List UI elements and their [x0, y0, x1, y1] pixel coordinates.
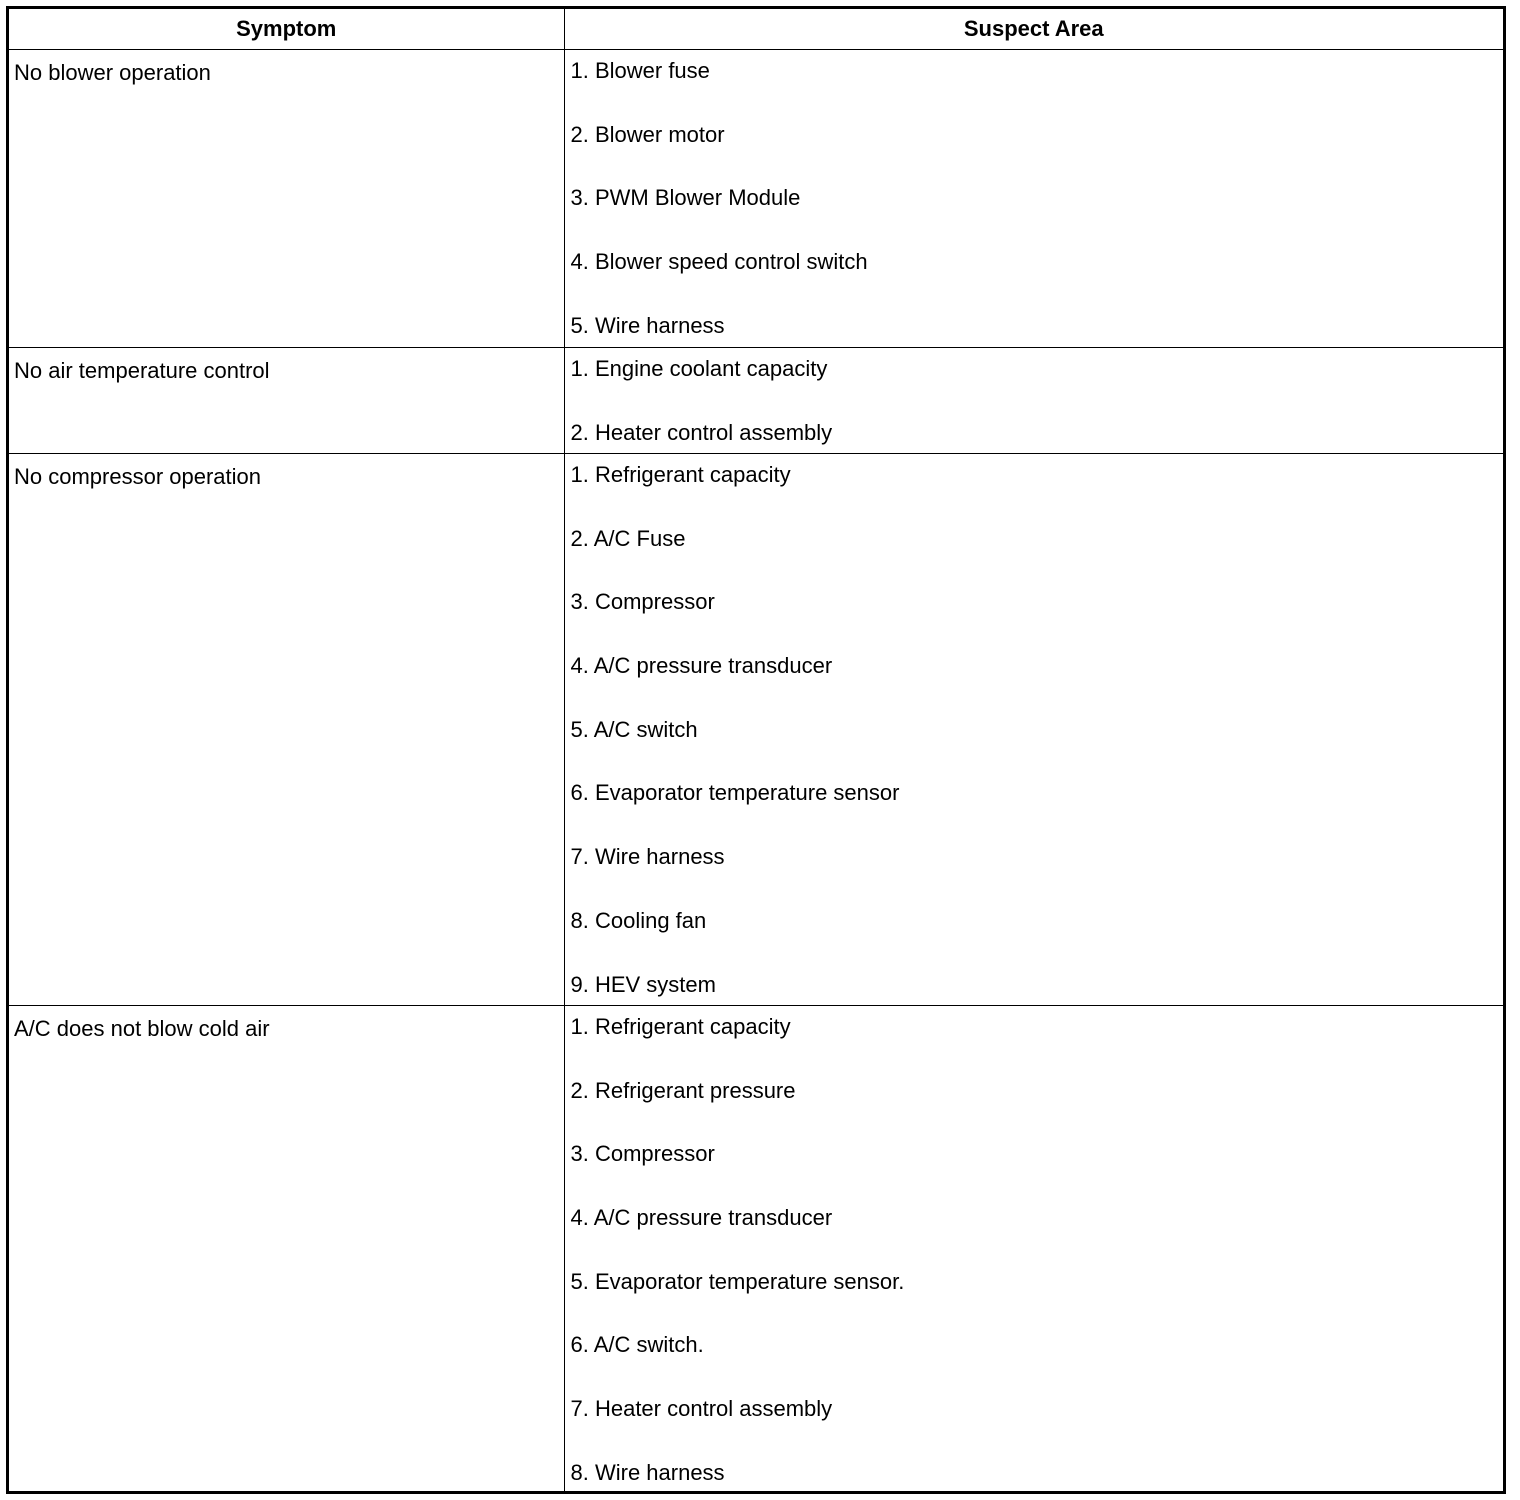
suspect-item: 5. Wire harness	[570, 312, 725, 338]
suspect-item: 4. Blower speed control switch	[570, 249, 868, 275]
suspect-item: 7. Wire harness	[570, 844, 725, 870]
header-suspect-area: Suspect Area	[564, 9, 1503, 50]
suspect-item: 8. Wire harness	[570, 1459, 725, 1485]
table-row	[9, 348, 1503, 454]
suspect-item: 8. Cooling fan	[570, 907, 707, 933]
symptom-cell: No air temperature control	[9, 348, 564, 454]
suspect-item: 2. Refrigerant pressure	[570, 1077, 796, 1103]
suspect-item: 3. PWM Blower Module	[570, 185, 801, 211]
suspect-item: 2. Blower motor	[570, 121, 725, 147]
suspect-area-cell	[564, 50, 1503, 348]
troubleshooting-table	[9, 9, 1503, 1492]
table-row	[9, 50, 1503, 348]
suspect-item: 4. A/C pressure transducer	[570, 653, 833, 679]
suspect-area-cell	[564, 1006, 1503, 1492]
suspect-item: 1. Refrigerant capacity	[570, 1014, 791, 1039]
suspect-item: 1. Engine coolant capacity	[570, 356, 828, 381]
suspect-item: 3. Compressor	[570, 1141, 715, 1167]
suspect-item: 3. Compressor	[570, 589, 715, 615]
suspect-item: 6. A/C switch.	[570, 1332, 704, 1358]
header-symptom: Symptom	[9, 9, 564, 50]
suspect-item: 1. Refrigerant capacity	[570, 462, 791, 487]
header-row	[9, 9, 1503, 50]
symptom-cell: No blower operation	[9, 50, 564, 348]
table-row	[9, 454, 1503, 1006]
suspect-area-cell	[564, 348, 1503, 454]
suspect-item: 2. A/C Fuse	[570, 525, 686, 551]
symptom-cell: A/C does not blow cold air	[9, 1006, 564, 1492]
suspect-item: 1. Blower fuse	[570, 58, 710, 83]
suspect-item: 4. A/C pressure transducer	[570, 1205, 833, 1231]
suspect-item: 2. Heater control assembly	[570, 419, 833, 445]
suspect-item: 5. A/C switch	[570, 716, 698, 742]
suspect-item: 6. Evaporator temperature sensor	[570, 780, 900, 806]
suspect-item: 7. Heater control assembly	[570, 1396, 833, 1422]
suspect-area-cell	[564, 454, 1503, 1006]
suspect-item: 5. Evaporator temperature sensor.	[570, 1268, 905, 1294]
table-row	[9, 1006, 1503, 1492]
suspect-item: 9. HEV system	[570, 971, 716, 997]
troubleshooting-table-frame	[6, 6, 1506, 1494]
symptom-cell: No compressor operation	[9, 454, 564, 1006]
